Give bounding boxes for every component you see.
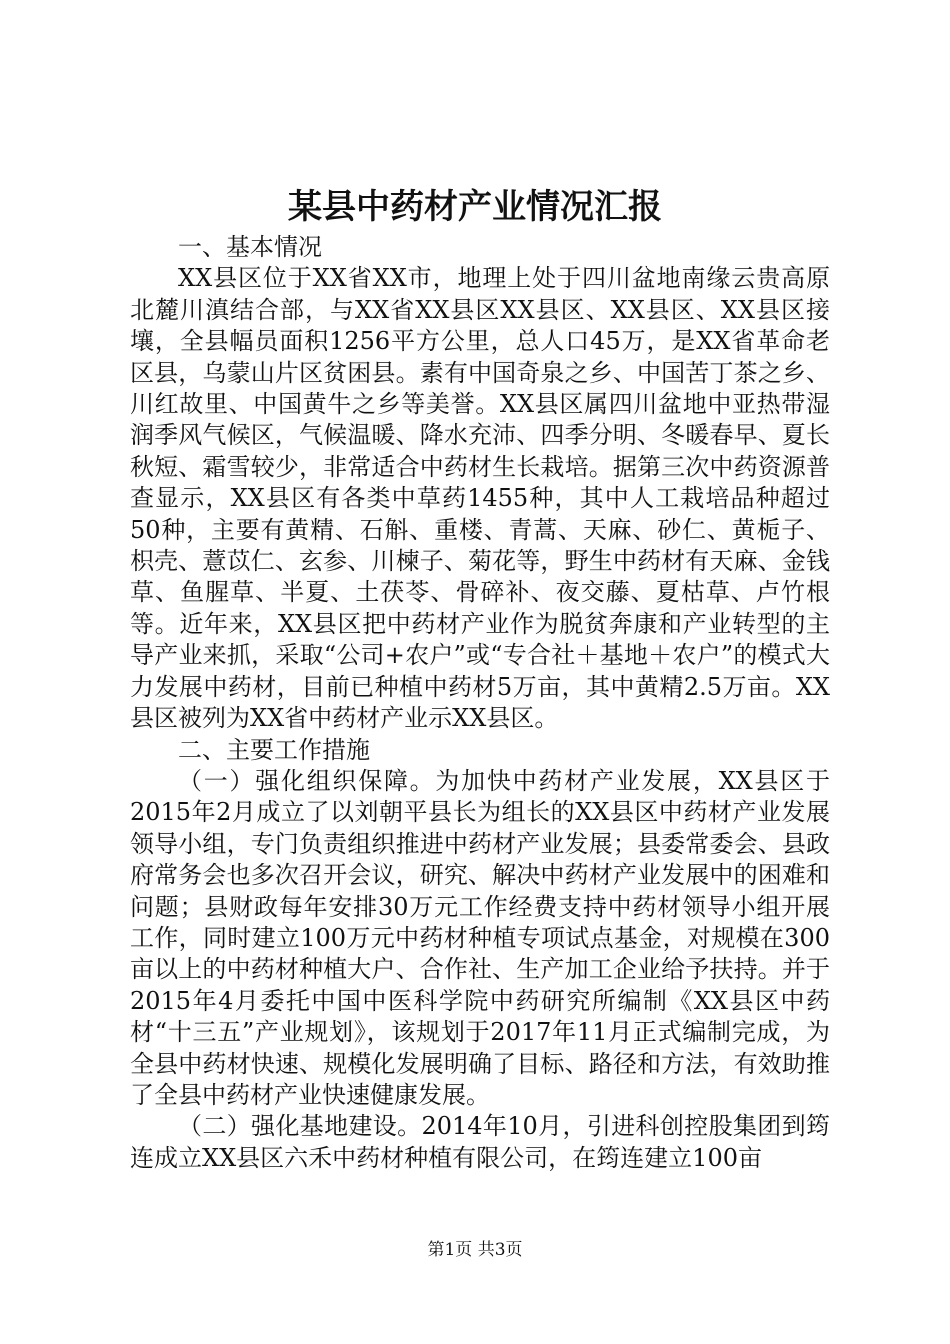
- paragraph-base-construction: （二）强化基地建设。2014年10月，引进科创控股集团到筠连成立XX县区六禾中药材种植有限公司，在筠连建立100亩: [130, 1112, 830, 1172]
- document-body: [130, 232, 830, 1174]
- paragraph-organization: （一）强化组织保障。为加快中药材产业发展，XX县区于2015年2月成立了以刘朝平县长为组长的XX县区中药材产业发展领导小组，专门负责组织推进中药材产业发展；县委常委会、县政府常务会也多次召开会议，研究、解决中药材产业发展中的困难和问题；县财政每年安排30万元工作经费支持中药材领导小组开展工作，同时建立100万元中药材种植专项试点基金，对规模在300亩以上的中药材种植大户、合作社、生产加工企业给予扶持。并于2015年4月委托中国中医科学院中药研究所编制《XX县区中药材“十三五”产业规划》，该规划于2017年11月正式编制完成，为全县中药材快速、规模化发展明确了目标、路径和方法，有效助推了全县中药材产业快速健康发展。: [130, 766, 830, 1109]
- page-footer: 第1页 共3页: [427, 1240, 523, 1260]
- paragraph-basic-info: XX县区位于XX省XX市，地理上处于四川盆地南缘云贵高原北麓川滇结合部，与XX省XX县区XX县区、XX县区、XX县区接壤，全县幅员面积1256平方公里，总人口45万，是XX省革命老区县，乌蒙山片区贫困县。素有中国奇泉之乡、中国苦丁茶之乡、川红故里、中国黄牛之乡等美誉。XX县区属四川盆地中亚热带湿润季风气候区，气候温暖、降水充沛、四季分明、冬暖春早、夏长秋短、霜雪较少，非常适合中药材生长栽培。据第三次中药资源普查显示，XX县区有各类中草药1455种，其中人工栽培品种超过50种，主要有黄精、石斛、重楼、青蒿、天麻、砂仁、黄栀子、枳壳、薏苡仁、玄参、川楝子、菊花等，野生中药材有天麻、金钱草、鱼腥草、半夏、土茯苓、骨碎补、夜交藤、夏枯草、卢竹根等。近年来，XX县区把中药材产业作为脱贫奔康和产业转型的主导产业来抓，采取“公司+农户”或“专合社＋基地＋农户”的模式大力发展中药材，目前已种植中药材5万亩，其中黄精2.5万亩。XX县区被列为XX省中药材产业示XX县区。: [130, 264, 830, 733]
- section-heading-measures: 二、主要工作措施: [178, 735, 370, 764]
- document-title: 某县中药材产业情况汇报: [288, 187, 662, 227]
- section-heading-basic: 一、基本情况: [178, 233, 322, 261]
